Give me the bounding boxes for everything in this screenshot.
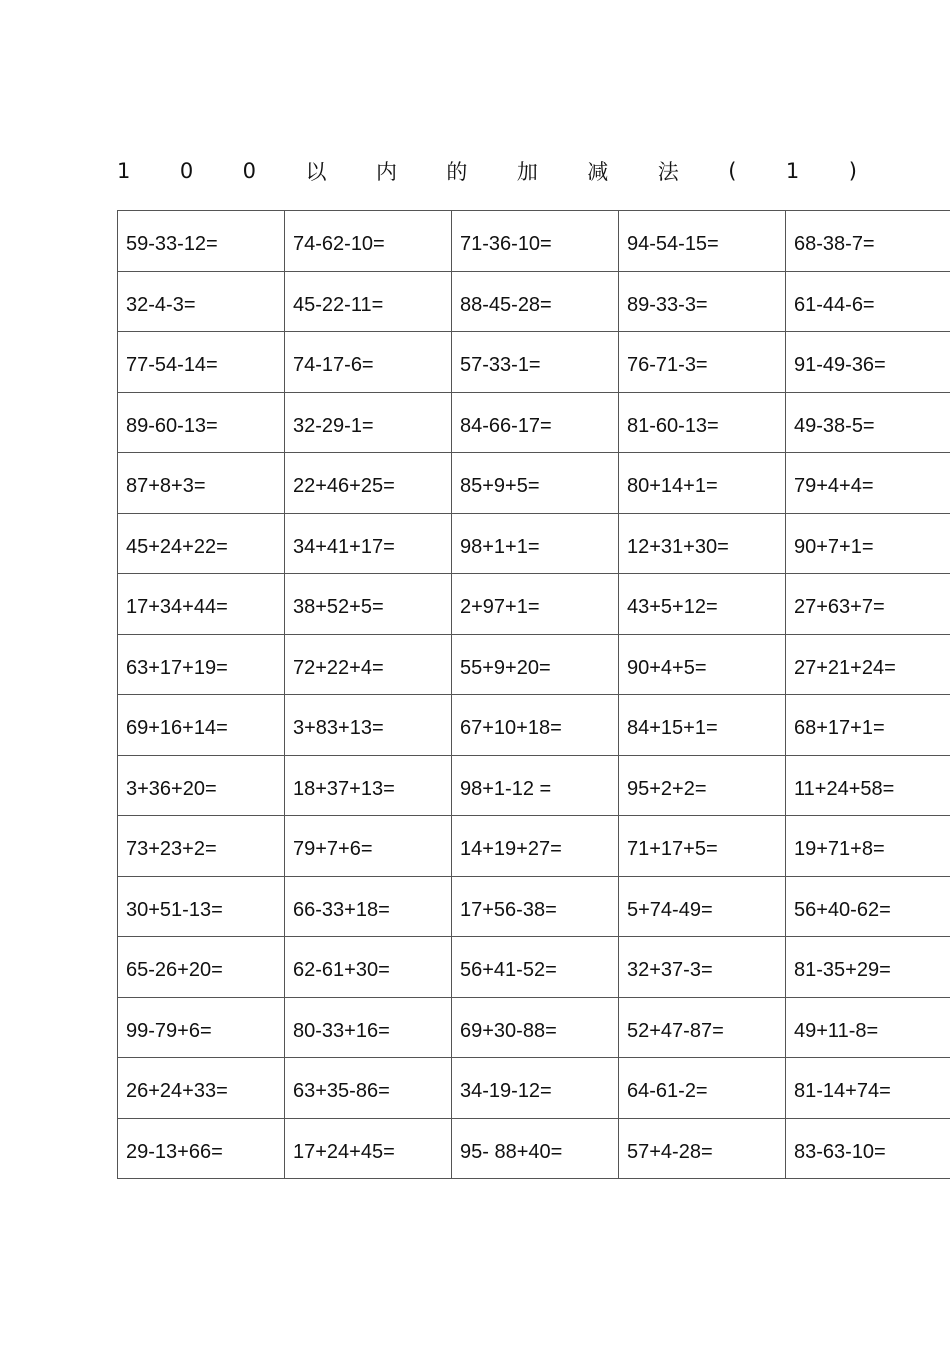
problem-cell: 29-13+66=: [118, 1119, 285, 1180]
problem-cell: 68-38-7=: [786, 211, 950, 272]
problem-cell: 65-26+20=: [118, 937, 285, 998]
problem-cell: 17+24+45=: [285, 1119, 452, 1180]
problem-cell: 90+7+1=: [786, 514, 950, 575]
problem-cell: 71+17+5=: [619, 816, 786, 877]
problem-cell: 89-60-13=: [118, 393, 285, 454]
problem-cell: 67+10+18=: [452, 695, 619, 756]
problem-cell: 74-17-6=: [285, 332, 452, 393]
problem-cell: 56+40-62=: [786, 877, 950, 938]
problem-cell: 95+2+2=: [619, 756, 786, 817]
problem-cell: 85+9+5=: [452, 453, 619, 514]
problem-table: [117, 210, 950, 1179]
problem-cell: 32-4-3=: [118, 272, 285, 333]
problem-cell: 34+41+17=: [285, 514, 452, 575]
problem-cell: 79+4+4=: [786, 453, 950, 514]
problem-cell: 17+56-38=: [452, 877, 619, 938]
title-char: 1: [117, 159, 131, 183]
problem-cell: 43+5+12=: [619, 574, 786, 635]
problem-cell: 45+24+22=: [118, 514, 285, 575]
problem-cell: 91-49-36=: [786, 332, 950, 393]
problem-cell: 64-61-2=: [619, 1058, 786, 1119]
problem-cell: 74-62-10=: [285, 211, 452, 272]
problem-cell: 73+23+2=: [118, 816, 285, 877]
title-char: 的: [446, 160, 468, 184]
title-char: (: [728, 159, 737, 183]
problem-cell: 99-79+6=: [118, 998, 285, 1059]
problem-cell: 3+36+20=: [118, 756, 285, 817]
problem-cell: 76-71-3=: [619, 332, 786, 393]
problem-cell: 63+35-86=: [285, 1058, 452, 1119]
problem-cell: 89-33-3=: [619, 272, 786, 333]
problem-cell: 19+71+8=: [786, 816, 950, 877]
problem-cell: 5+74-49=: [619, 877, 786, 938]
problem-cell: 98+1+1=: [452, 514, 619, 575]
problem-cell: 57+4-28=: [619, 1119, 786, 1180]
problem-cell: 66-33+18=: [285, 877, 452, 938]
problem-cell: 11+24+58=: [786, 756, 950, 817]
problem-cell: 49-38-5=: [786, 393, 950, 454]
problem-cell: 34-19-12=: [452, 1058, 619, 1119]
problem-cell: 27+63+7=: [786, 574, 950, 635]
title-char: 减: [587, 160, 609, 184]
problem-cell: 69+16+14=: [118, 695, 285, 756]
problem-cell: 95- 88+40=: [452, 1119, 619, 1180]
problem-cell: 69+30-88=: [452, 998, 619, 1059]
problem-cell: 22+46+25=: [285, 453, 452, 514]
problem-cell: 63+17+19=: [118, 635, 285, 696]
problem-cell: 72+22+4=: [285, 635, 452, 696]
problem-cell: 87+8+3=: [118, 453, 285, 514]
problem-cell: 52+47-87=: [619, 998, 786, 1059]
problem-cell: 98+1-12 =: [452, 756, 619, 817]
problem-cell: 81-35+29=: [786, 937, 950, 998]
page-title: [117, 157, 857, 185]
problem-cell: 94-54-15=: [619, 211, 786, 272]
problem-cell: 61-44-6=: [786, 272, 950, 333]
problem-cell: 55+9+20=: [452, 635, 619, 696]
problem-cell: 32+37-3=: [619, 937, 786, 998]
problem-cell: 27+21+24=: [786, 635, 950, 696]
problem-cell: 62-61+30=: [285, 937, 452, 998]
problem-cell: 84-66-17=: [452, 393, 619, 454]
problem-cell: 81-60-13=: [619, 393, 786, 454]
problem-cell: 80+14+1=: [619, 453, 786, 514]
problem-cell: 17+34+44=: [118, 574, 285, 635]
problem-cell: 81-14+74=: [786, 1058, 950, 1119]
problem-cell: 26+24+33=: [118, 1058, 285, 1119]
problem-cell: 30+51-13=: [118, 877, 285, 938]
problem-cell: 14+19+27=: [452, 816, 619, 877]
title-char: 以: [305, 160, 327, 184]
problem-cell: 59-33-12=: [118, 211, 285, 272]
problem-cell: 71-36-10=: [452, 211, 619, 272]
problem-cell: 38+52+5=: [285, 574, 452, 635]
problem-cell: 84+15+1=: [619, 695, 786, 756]
problem-cell: 90+4+5=: [619, 635, 786, 696]
problem-cell: 3+83+13=: [285, 695, 452, 756]
problem-cell: 57-33-1=: [452, 332, 619, 393]
title-char: 0: [179, 159, 194, 183]
problem-cell: 12+31+30=: [619, 514, 786, 575]
problem-cell: 79+7+6=: [285, 816, 452, 877]
problem-cell: 2+97+1=: [452, 574, 619, 635]
problem-cell: 32-29-1=: [285, 393, 452, 454]
title-char: 内: [375, 160, 397, 184]
problem-cell: 83-63-10=: [794, 1141, 886, 1164]
title-char: 法: [657, 160, 679, 184]
title-char: 加: [516, 160, 538, 184]
title-char: 1: [785, 159, 800, 183]
problem-cell: 68+17+1=: [786, 695, 950, 756]
title-char: ): [848, 159, 857, 183]
title-char: 0: [242, 159, 257, 183]
problem-cell: 49+11-8=: [786, 998, 950, 1059]
problem-cell: 45-22-11=: [285, 272, 452, 333]
problem-cell: 56+41-52=: [452, 937, 619, 998]
problem-cell: 88-45-28=: [452, 272, 619, 333]
problem-cell: 80-33+16=: [285, 998, 452, 1059]
problem-cell: 77-54-14=: [118, 332, 285, 393]
problem-cell: 18+37+13=: [285, 756, 452, 817]
